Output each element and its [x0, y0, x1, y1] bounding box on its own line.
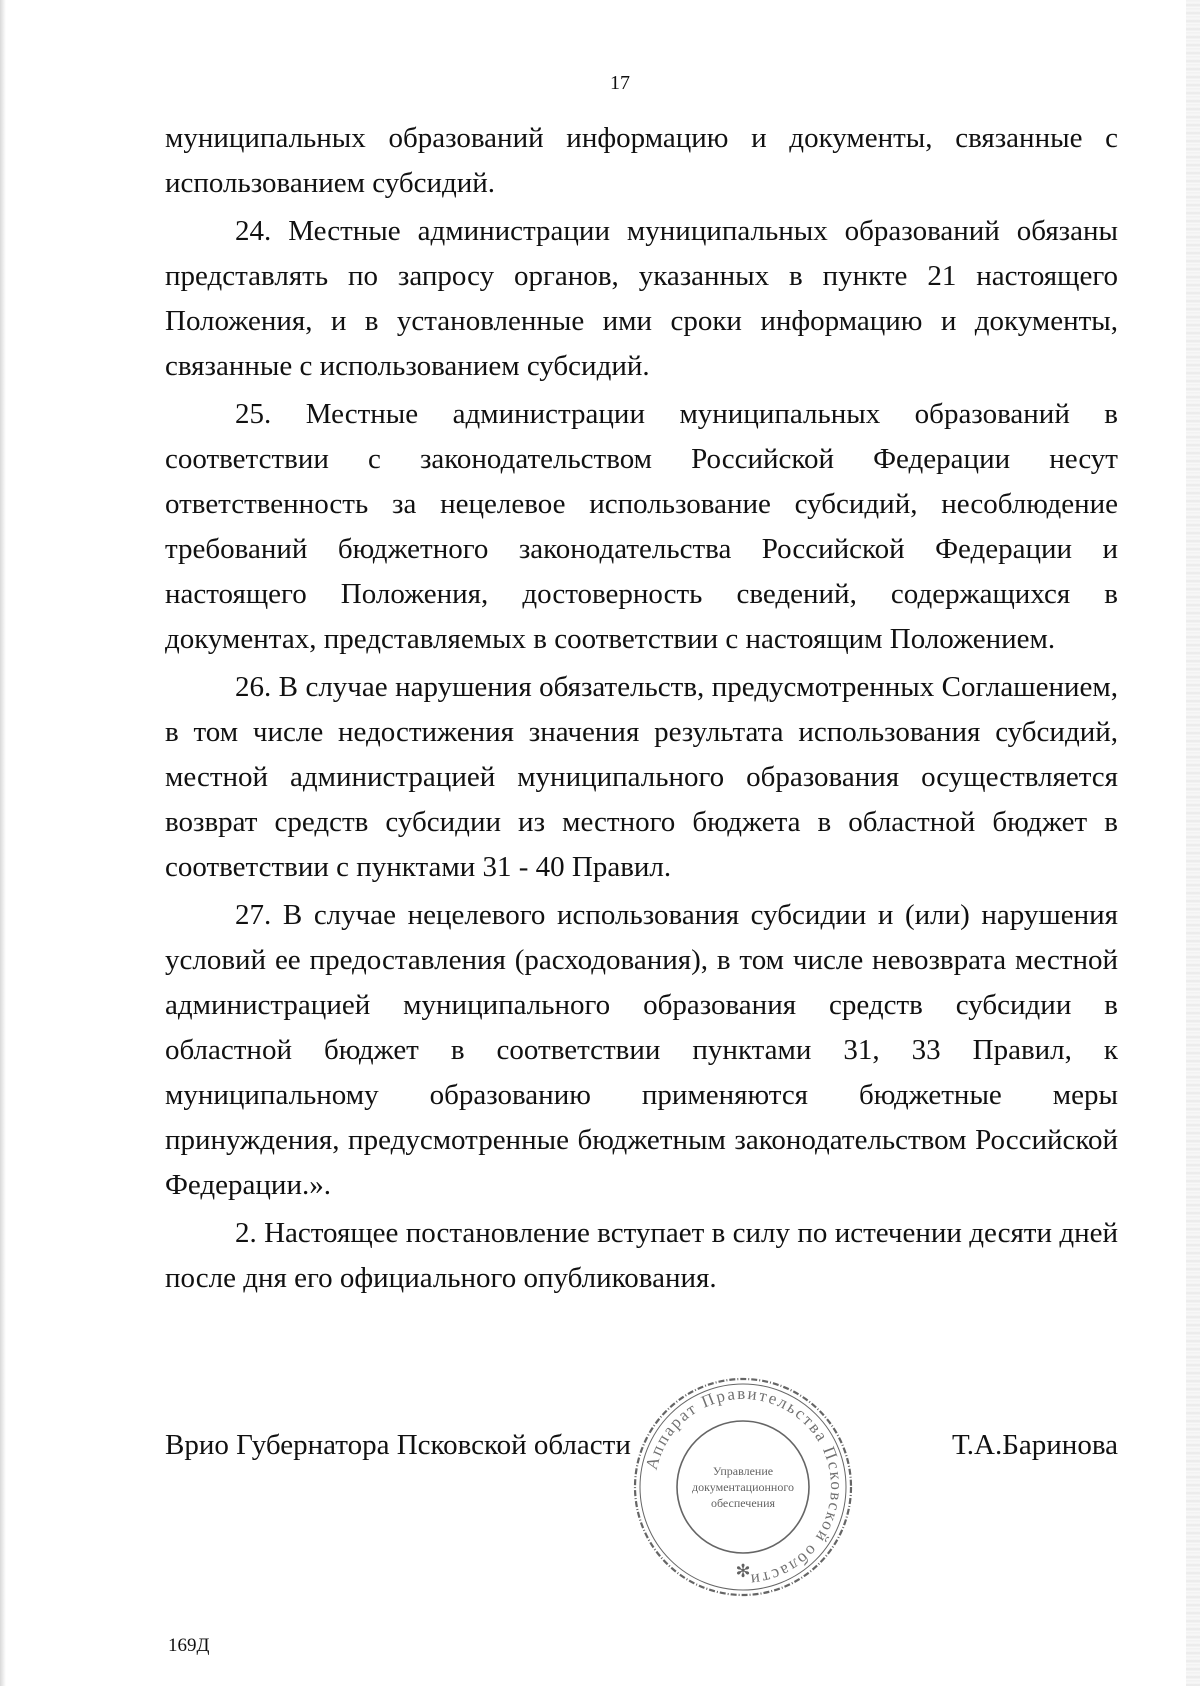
signatory-name: Т.А.Баринова	[952, 1429, 1118, 1461]
paragraph-27: 27. В случае нецелевого использования субсидии и (или) нарушения условий ее предоставления (расходования), в том числе невозврата местной администрацией муниципального образования средств субсидии в областной бюджет в соответствии пунктами 31, 33 Правил, к муниципальному образованию применяются бюджетные меры принуждения, предусмотренные бюджетным законодательством Российской Федерации.».	[165, 899, 1118, 1201]
document-body	[165, 116, 1118, 1301]
official-seal-stamp	[628, 1372, 858, 1602]
svg-text:Управление: Управление	[712, 1464, 774, 1478]
signatory-title: Врио Губернатора Псковской области	[165, 1429, 631, 1461]
document-code: 169Д	[168, 1635, 210, 1656]
scan-edge-right	[1186, 0, 1200, 1686]
paragraph-25: 25. Местные администрации муниципальных образований в соответствии с законодательством Российской Федерации несут ответственность за нецелевое использование субсидий, несоблюдение требований бюджетного законодательства Российской Федерации и настоящего Положения, достоверность сведений, содержащихся в документах, представляемых в соответствии с настоящим Положением.	[165, 398, 1118, 655]
paragraph-2-effective-date: 2. Настоящее постановление вступает в силу по истечении десяти дней после дня его официального опубликования.	[165, 1217, 1118, 1294]
paragraph-24: 24. Местные администрации муниципальных образований обязаны представлять по запросу органов, указанных в пункте 21 настоящего Положения, и в установленные ими сроки информацию и документы, связанные с использованием субсидий.	[165, 215, 1118, 382]
paragraph: муниципальных образований информацию и документы, связанные с использованием субсидий.	[165, 122, 1118, 199]
svg-text:обеспечения: обеспечения	[710, 1496, 776, 1510]
svg-text:документационного: документационного	[692, 1480, 794, 1494]
svg-text:✻: ✻	[735, 1561, 751, 1582]
page-number: 17	[610, 72, 630, 94]
paragraph-26: 26. В случае нарушения обязательств, предусмотренных Соглашением, в том числе недостижения значения результата использования субсидий, местной администрацией муниципального образования осуществляется возврат средств субсидии из местного бюджета в областной бюджет в соответствии с пунктами 31 - 40 Правил.	[165, 671, 1118, 883]
svg-text:Аппарат Правительства Псковско: Аппарат Правительства Псковской области	[641, 1383, 847, 1590]
scan-edge-left	[0, 0, 6, 1686]
